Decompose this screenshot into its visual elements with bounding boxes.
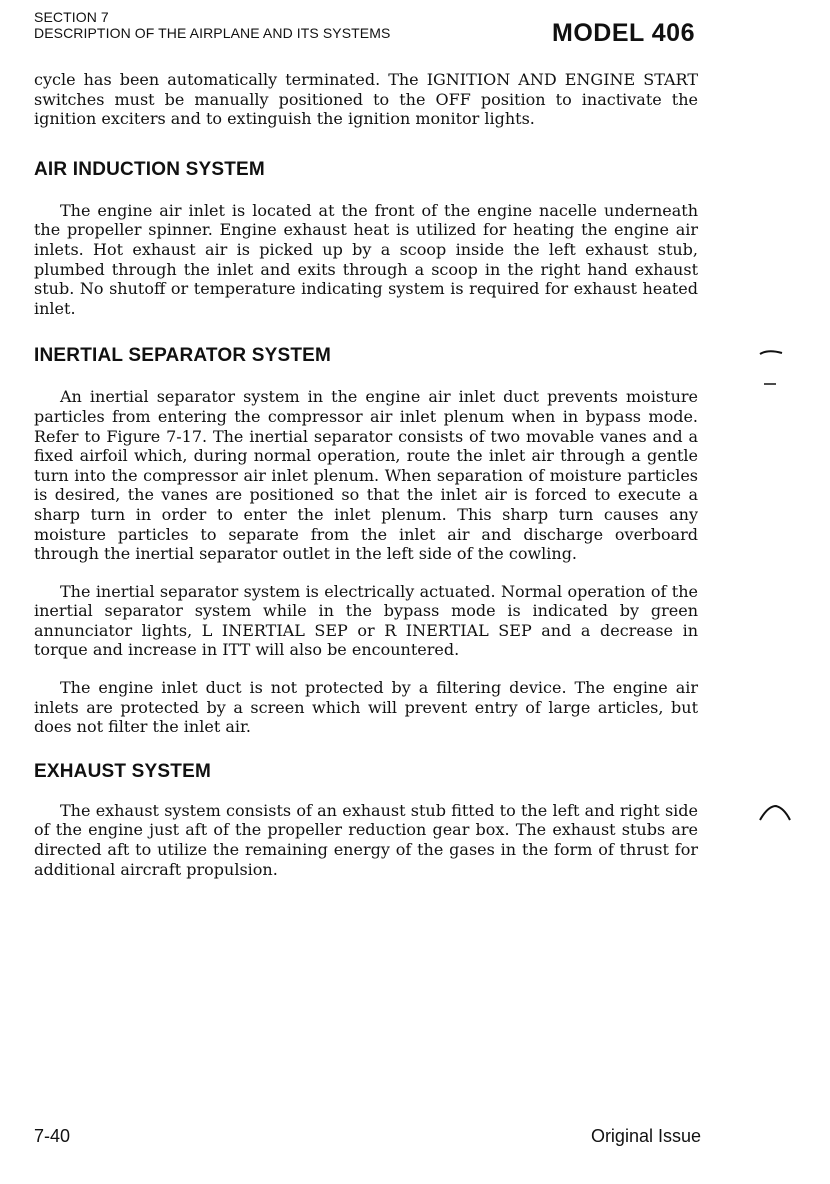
air-induction-paragraph: The engine air inlet is located at the front of the engine nacelle underneath the propeller spinner. Engine exhaust heat is utilized for heating the engine air inlets. Hot exhaust air is picked up by a scoop inside the left exhaust stub, plumbed through the inlet and exits through a scoop in the right hand exhaust stub. No shutoff or temperature indicating system is required for exhaust heated inlet. [34, 200, 698, 318]
issue-label: Original Issue [590, 1126, 701, 1146]
section-label: SECTION 7 [34, 9, 109, 25]
revision-mark-bottom [756, 800, 796, 826]
inertial-separator-paragraph-2: The inertial separator system is electrically actuated. Normal operation of the inertial separator system while in the bypass mode is indicated by green annunciator lights, L INERTIAL SEP or R INERTIAL SEP and a decrease in torque and increase in ITT will also be encountered. [34, 581, 698, 660]
exhaust-paragraph: The exhaust system consists of an exhaust stub fitted to the left and right side of the engine just aft of the propeller reduction gear box. The exhaust stubs are directed aft to utilize the remaining energy of the gases in the form of thrust for additional aircraft propulsion. [34, 800, 698, 879]
inertial-separator-paragraph-1: An inertial separator system in the engine air inlet duct prevents moisture particles from entering the compressor air inlet plenum when in bypass mode. Refer to Figure 7-17. The inertial separator consists of two movable vanes and a fixed airfoil which, during normal operation, route the inlet air through a gentle turn into the compressor air inlet plenum. When separation of moisture particles is desired, the vanes are positioned so that the inlet air is forced to execute a sharp turn in order to enter the inlet plenum. This sharp turn causes any moisture particles to separate from the inlet air and discharge overboard through the inertial separator outlet in the left side of the cowling. [34, 387, 698, 564]
heading-exhaust: EXHAUST SYSTEM [34, 760, 211, 782]
intro-paragraph: cycle has been automatically terminated. The IGNITION AND ENGINE START switches must be manually positioned to the OFF position to inactivate the ignition exciters and to extinguish the ignition monitor lights. [34, 70, 698, 129]
page-body [34, 70, 698, 879]
page-number: 7-40 [34, 1126, 71, 1146]
heading-inertial-separator: INERTIAL SEPARATOR SYSTEM [34, 345, 332, 367]
heading-air-induction: AIR INDUCTION SYSTEM [34, 158, 265, 180]
section-subtitle: DESCRIPTION OF THE AIRPLANE AND ITS SYSTEMS [34, 25, 391, 41]
revision-mark-top [756, 348, 786, 390]
inertial-separator-paragraph-3: The engine inlet duct is not protected by a filtering device. The engine air inlets are protected by a screen which will prevent entry of large articles, but does not filter the inlet air. [34, 678, 698, 737]
model-title: MODEL 406 [552, 19, 695, 47]
running-header [34, 9, 390, 41]
